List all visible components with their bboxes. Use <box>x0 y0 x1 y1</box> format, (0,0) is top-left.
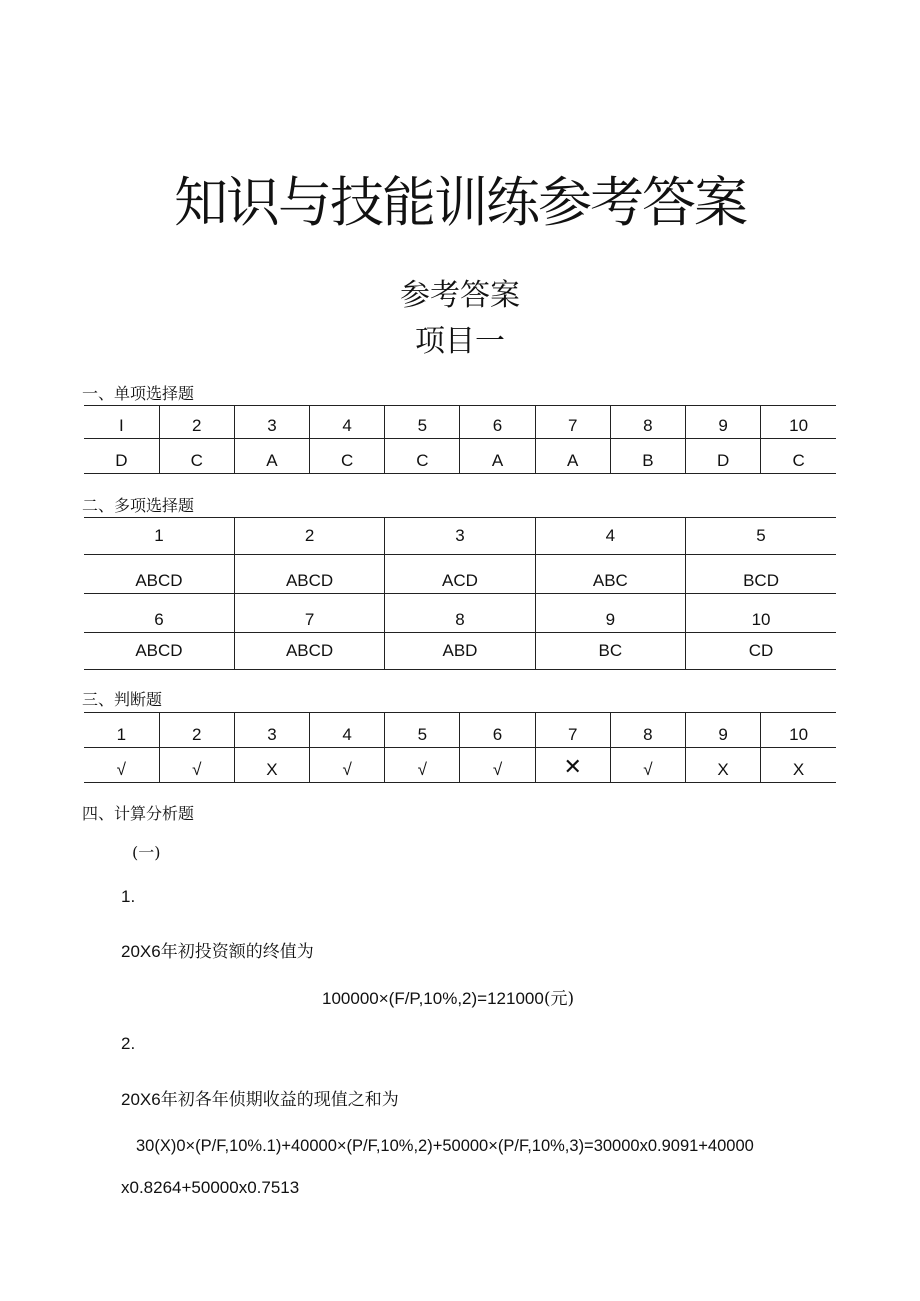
table-cell: 5 <box>686 518 836 555</box>
item-2-label: 2. <box>121 1034 136 1053</box>
table-cell: 2 <box>159 713 234 748</box>
document-title: 知识与技能训练参考答案 <box>174 171 746 234</box>
judgment-table <box>84 712 836 783</box>
item-2-formula-line-1: 30(X)0×(P/F,10%.1)+40000×(P/F,10%,2)+50000×(P/F,10%,3)=30000x0.9091+40000 <box>136 1137 754 1155</box>
table-cell: 9 <box>535 594 685 633</box>
multi-choice-answer-row <box>84 555 836 594</box>
multi-choice-table <box>84 517 836 670</box>
table-cell: 3 <box>234 406 309 439</box>
judgment-answer-row <box>84 748 836 783</box>
item-1-text <box>121 940 314 964</box>
table-cell: C <box>761 439 836 474</box>
table-cell: BC <box>535 633 685 670</box>
item-2-formula-line-2: x0.8264+50000x0.7513 <box>121 1178 300 1197</box>
item-2-year: 20X6 <box>121 1090 161 1109</box>
table-cell: 4 <box>535 518 685 555</box>
item-2-description: 年初各年侦期收益的现值之和为 <box>160 1090 399 1110</box>
multi-choice-heading: 二、多项选择题 <box>82 496 195 515</box>
single-choice-answer-row <box>84 439 836 474</box>
table-cell: 8 <box>610 713 685 748</box>
table-cell: ACD <box>385 555 535 594</box>
table-cell: C <box>310 439 385 474</box>
table-cell: D <box>84 439 159 474</box>
subtitle: 参考答案 <box>400 278 520 313</box>
table-cell: 10 <box>761 406 836 439</box>
single-choice-table <box>84 405 836 474</box>
table-cell: C <box>159 439 234 474</box>
table-cell: ABC <box>535 555 685 594</box>
table-cell: 6 <box>84 594 234 633</box>
table-cell: 10 <box>686 594 836 633</box>
single-choice-number-row <box>84 406 836 439</box>
table-cell: 3 <box>234 713 309 748</box>
table-cell: 6 <box>460 406 535 439</box>
item-2-text <box>121 1088 399 1112</box>
table-cell: 9 <box>686 406 761 439</box>
part-label: (一) <box>132 843 161 862</box>
table-cell: 9 <box>686 713 761 748</box>
table-cell: 7 <box>535 713 610 748</box>
table-cell: ABD <box>385 633 535 670</box>
table-cell: 5 <box>385 406 460 439</box>
table-cell: 3 <box>385 518 535 555</box>
table-cell: A <box>460 439 535 474</box>
table-cell: 8 <box>385 594 535 633</box>
table-cell: D <box>686 439 761 474</box>
table-cell: 4 <box>310 406 385 439</box>
item-1-formula-expression: 100000×(F/P,10%,2)=121000 <box>322 989 544 1008</box>
table-cell: 10 <box>761 713 836 748</box>
table-cell: ABCD <box>234 555 384 594</box>
table-cell: C <box>385 439 460 474</box>
multi-choice-number-row <box>84 594 836 633</box>
table-cell: 4 <box>310 713 385 748</box>
table-cell: B <box>610 439 685 474</box>
table-cell: 7 <box>234 594 384 633</box>
project-heading: 项目一 <box>415 324 505 359</box>
table-cell: ABCD <box>84 633 234 670</box>
table-cell: 2 <box>234 518 384 555</box>
judgment-number-row <box>84 713 836 748</box>
calculation-heading: 四、计算分析题 <box>82 804 195 823</box>
table-cell: 1 <box>84 518 234 555</box>
table-cell: X <box>686 748 761 783</box>
table-cell: I <box>84 406 159 439</box>
table-cell: CD <box>686 633 836 670</box>
item-1-year: 20X6 <box>121 942 161 961</box>
table-cell: X <box>761 748 836 783</box>
table-cell: ✕ <box>535 748 610 783</box>
table-cell: 6 <box>460 713 535 748</box>
table-cell: BCD <box>686 555 836 594</box>
table-cell: √ <box>84 748 159 783</box>
table-cell: X <box>234 748 309 783</box>
multi-choice-answer-row <box>84 633 836 670</box>
table-cell: 8 <box>610 406 685 439</box>
table-cell: √ <box>610 748 685 783</box>
judgment-heading: 三、判断题 <box>82 690 163 709</box>
table-cell: √ <box>310 748 385 783</box>
table-cell: A <box>535 439 610 474</box>
table-cell: √ <box>385 748 460 783</box>
table-cell: √ <box>460 748 535 783</box>
table-cell: ABCD <box>234 633 384 670</box>
single-choice-heading: 一、单项选择题 <box>82 384 195 403</box>
table-cell: 2 <box>159 406 234 439</box>
table-cell: 1 <box>84 713 159 748</box>
table-cell: 5 <box>385 713 460 748</box>
table-cell: A <box>234 439 309 474</box>
item-1-description: 年初投资额的终值为 <box>160 942 314 962</box>
item-1-label: 1. <box>121 887 136 906</box>
table-cell: 7 <box>535 406 610 439</box>
table-cell: √ <box>159 748 234 783</box>
multi-choice-number-row <box>84 518 836 555</box>
table-cell: ABCD <box>84 555 234 594</box>
item-1-formula-unit: (元) <box>543 989 575 1009</box>
item-1-formula <box>322 987 574 1011</box>
